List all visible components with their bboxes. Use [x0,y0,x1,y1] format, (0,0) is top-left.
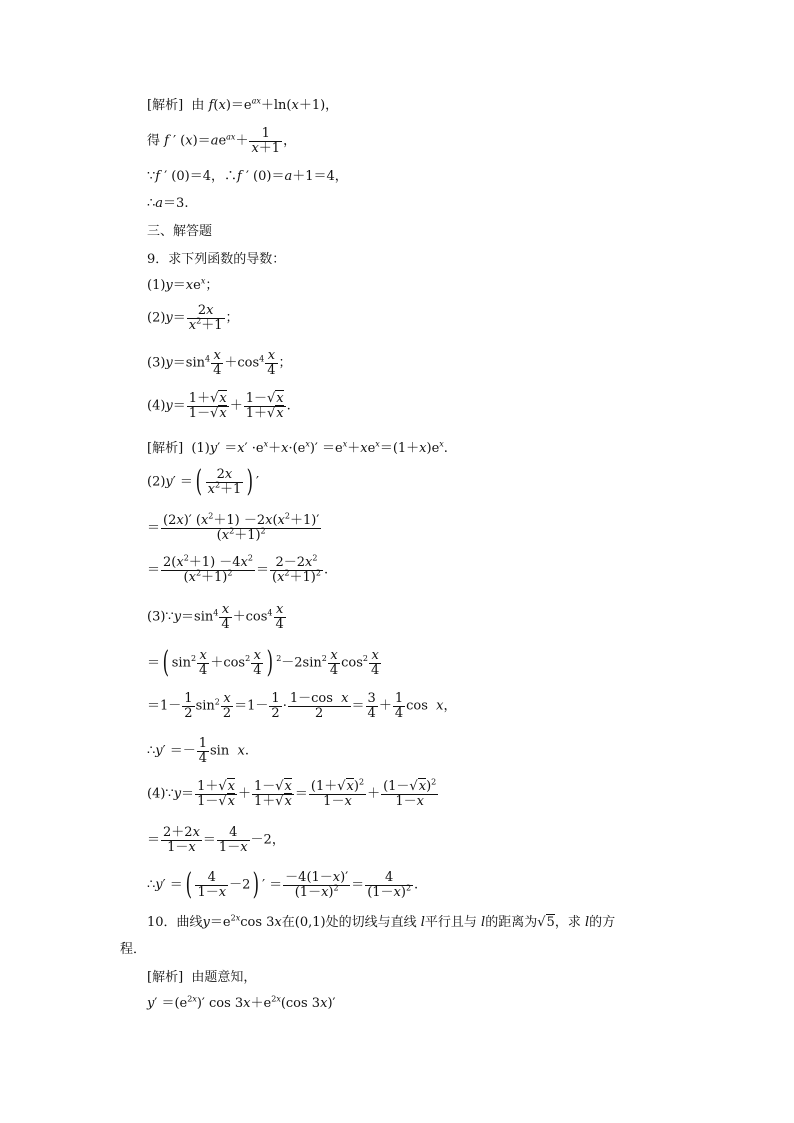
solution-9-3-line-1: $(3)\because y=\sin^4$ $\frac{x}{4}$ $+\cos^4$ $\frac{x}{4}$ [147,602,284,632]
section-heading: 三、解答题 [147,224,213,239]
text: 得 [147,133,161,149]
text: 在(0,1)处的切线与直线 [281,915,417,930]
solution-9-4-line-2: ＝ $\frac{2+2x}{1-x}$ ＝ $\frac{4}{1-x}$ －2， [147,825,285,855]
solution-9-3-line-4: ∴y′ ＝－ $\frac{1}{4}$ sin x. [147,736,249,766]
solution-10-line-2: $y' =(e^{2x})'$ $\cos 3x+e^{2x}(\cos$ 3x)′ [147,994,336,1011]
solution-9-2-line-3: ＝ $\frac{2(x^2+1) -4x^2}{(x^2+1)^2}$ ＝ $\frac{2-2x^2}{(x^2+1)^2}$ . [147,553,329,585]
q9-part-2: (2)y＝ $\frac{2x}{x^2+1}$ ； [147,303,239,333]
solution-9-4-line-3: ∴y′ ＝( $\frac{4}{1-x}$ －2) ′ ＝ $\frac{-4(1-x)'}{(1-x)^2}$ ＝ $\frac{4}{(1-x)^2}$ . [147,867,419,902]
text: 平行且与 [424,915,477,930]
line-l: l [584,915,590,930]
solution-9-3-line-3: ＝1－ $\frac{1}{2}$ $\sin^2$ $\frac{x}{2}$ ＝1－ $\frac{1}{2}$ · $\frac{\text{1－cos x}}{2}$ ＝ $\frac{3}{4}$ ＋ $\frac{1}{4}$ cos x， [147,691,457,721]
text: 由 [191,98,205,113]
text: 10．曲线 [147,915,203,930]
q9-part-3: $(3)y=\sin^4$ $\frac{x}{4}$ $+\cos^4$ $\frac{x}{4}$ ； [147,348,292,378]
line-l: l [481,915,486,930]
text: 的方 [589,915,616,930]
solution-9-2-line-2: ＝ $\frac{(2x)' (x^2+1) -2x(x^2+1)'}{(x^2+1)^2}$ [147,511,320,543]
analysis-label: [解析] [147,441,184,456]
q9-part-1: $(1)y=xe^x$； [147,276,219,293]
text: 由题意知， [191,970,257,985]
solution-9-3-line-2: ＝( $\sin^2$ $\frac{x}{4}$ $+\cos^2$ $\frac{x}{4}$ ) $^2-2\sin^2$ $\frac{x}{4}$ $\cos^2$ $\frac{x}{4}$ [147,645,380,680]
solution-8-line-3: ∵f ′ (0)＝4，∴f ′ (0)＝a＋1＝4， [147,169,348,184]
question-10-line-1: 10．曲线$y=e^{2x}\cos$ 3x在(0,1)处的切线与直线 l平行且与 l的距离为√5，求 l的方 [147,913,616,930]
q9-part-4: (4)y＝ $\frac{1+√x}{1-√x}$ ＋ $\frac{1-√x}{1+√x}$ . [147,391,291,421]
solution-9-4-line-1: (4)∵y＝ $\frac{1+√x}{1-√x}$ ＋ $\frac{1-√x}{1+√x}$ ＝ $\frac{(1+√x)^2}{1-x}$ ＋ $\frac{(1-√x)^2}{1-x}$ [147,777,437,809]
text: 的距离为 [485,915,538,930]
solution-8-line-2: 得 f ′ $(x)=ae^{ax}+$ $\frac{1}{x+1}$ ， [147,126,297,156]
solution-9-1: [解析] $(1)y' =x' \cdot e^x+x\cdot(e^x)' =e^x+xe^x=(1+x)e^x$. [147,439,448,456]
question-9: 9．求下列函数的导数： [147,252,286,267]
solution-10-line-1 [147,971,256,984]
solution-9-2-line-1: (2)y′ ＝( $\frac{2x}{x^2+1}$ ) ′ [147,464,259,499]
text: ，求 [554,915,581,930]
analysis-label: [解析] [147,98,184,113]
solution-8-line-4: ∴a＝3. [147,196,189,211]
line-l: l [420,915,425,930]
analysis-label: [解析] [147,970,184,985]
solution-8-line-1: [解析] 由 $f(x)=e^{ax}+\ln(x+1)$， [147,96,339,113]
question-10-line-2: 程． [120,942,147,957]
